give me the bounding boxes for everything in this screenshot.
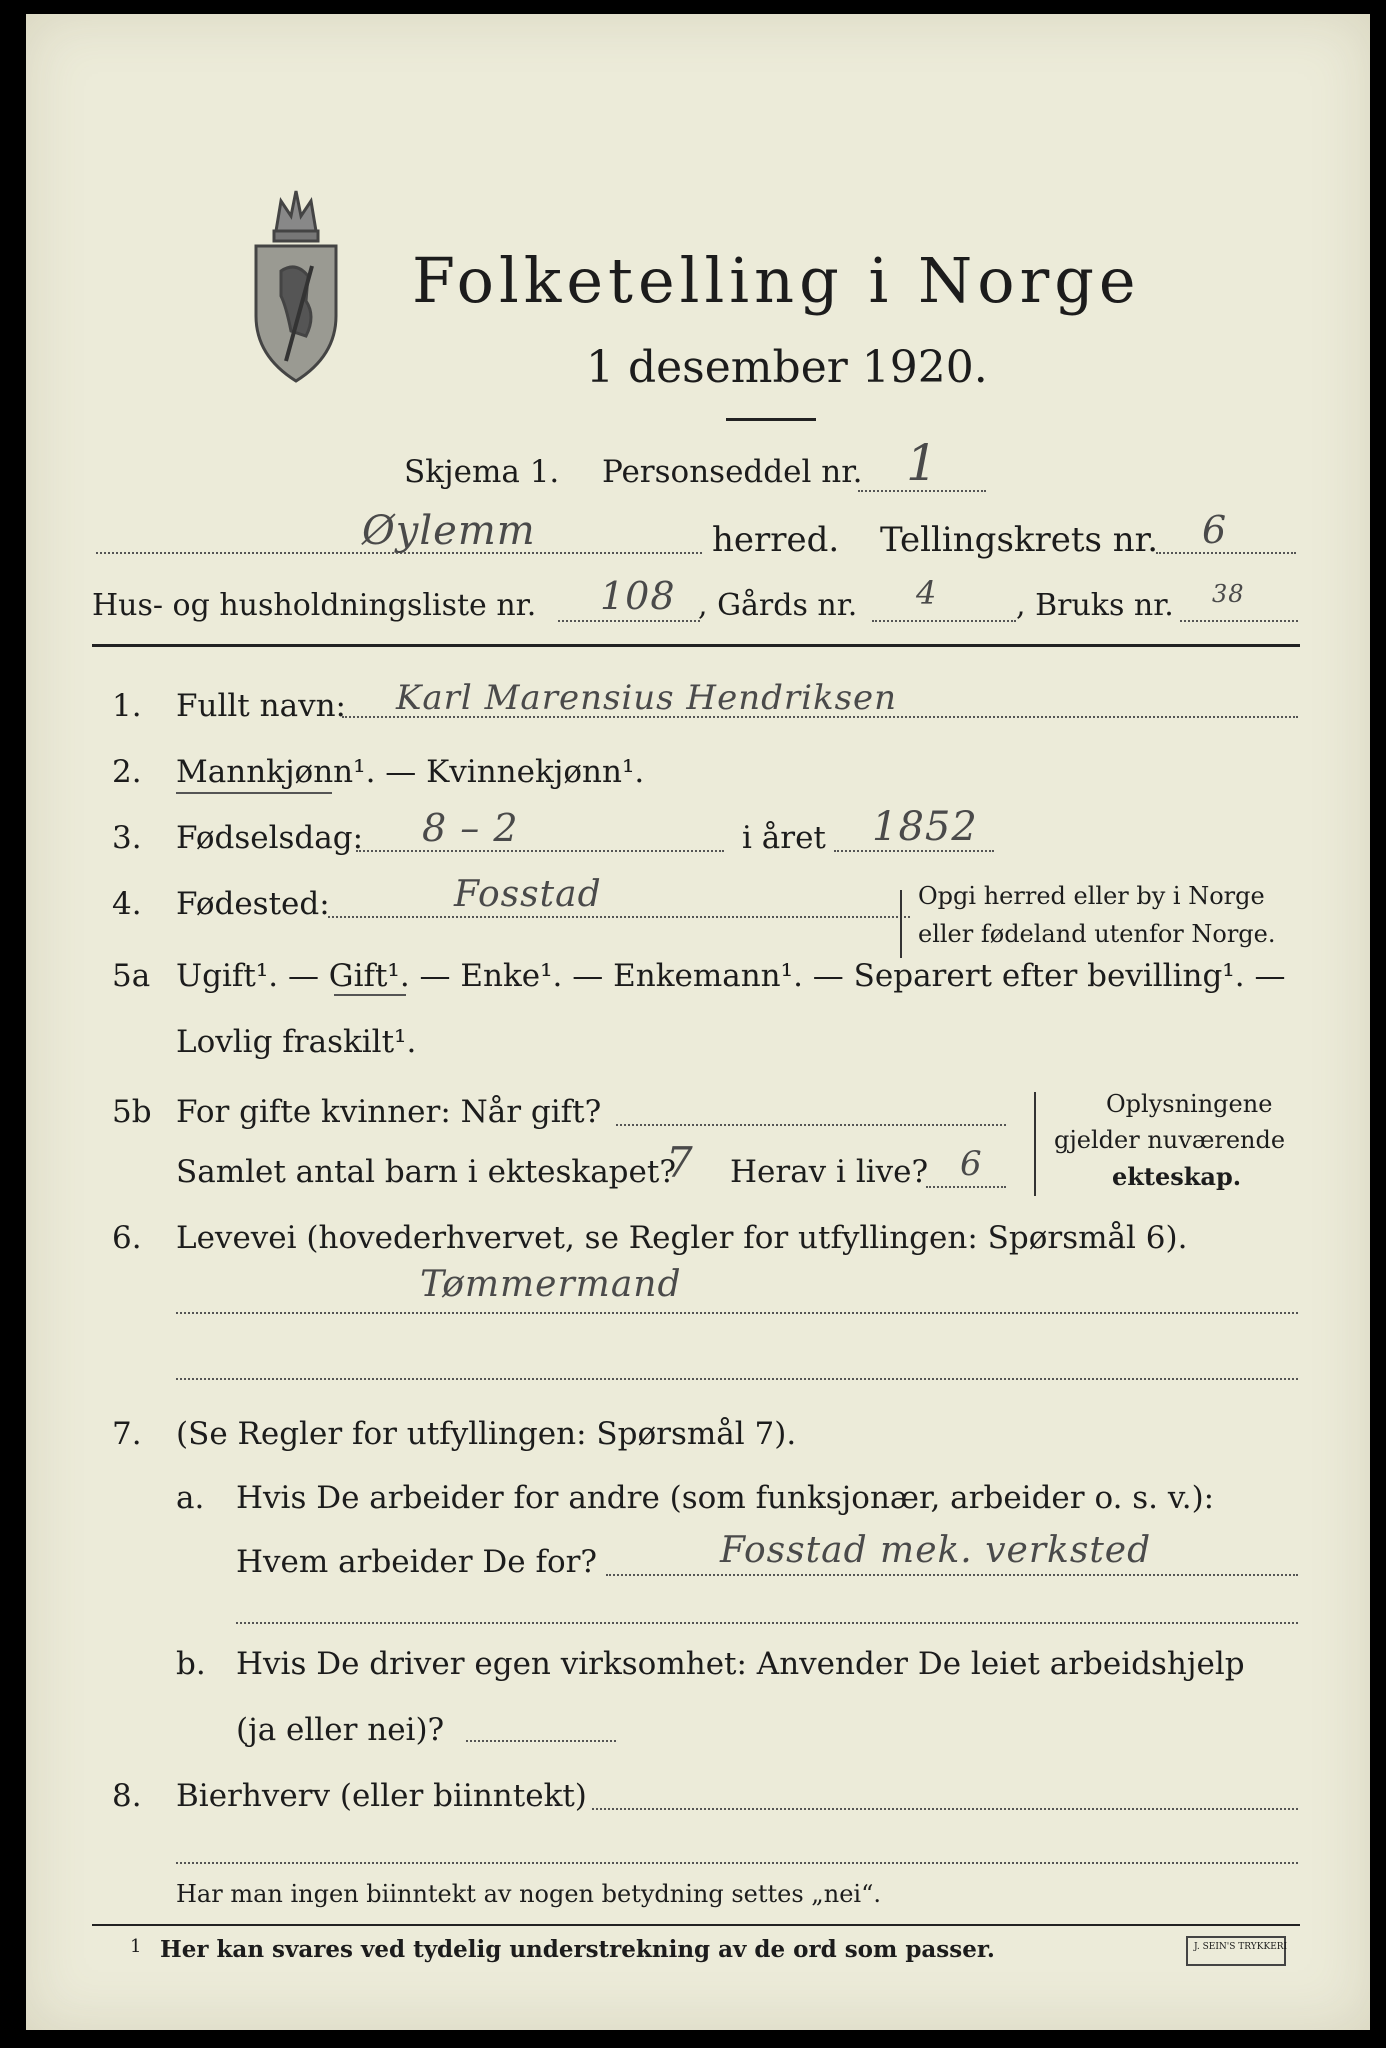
biinntekt-note: Har man ingen biinntekt av nogen betydning settes „nei“. bbox=[176, 1880, 881, 1908]
q4-label: Fødested: bbox=[176, 886, 330, 922]
bruks-value: 38 bbox=[1212, 580, 1245, 608]
tellingskrets-value: 6 bbox=[1202, 508, 1228, 552]
q5b-live-value: 6 bbox=[960, 1144, 983, 1184]
personseddel-label: Personseddel nr. bbox=[602, 454, 863, 490]
q4-number: 4. bbox=[112, 886, 142, 922]
q5b-label-1: For gifte kvinner: Når gift? bbox=[176, 1094, 602, 1130]
q7a-line-2: Hvem arbeider De for? bbox=[236, 1544, 598, 1580]
q5b-note-2: gjelder nuværende bbox=[1054, 1126, 1286, 1154]
q7b-line-1: Hvis De driver egen virksomhet: Anvender De leiet arbeidshjelp bbox=[236, 1646, 1245, 1682]
q7a-line-1: Hvis De arbeider for andre (som funksjonær, arbeider o. s. v.): bbox=[236, 1480, 1215, 1516]
form-title: Folketelling i Norge bbox=[412, 244, 1141, 317]
census-form bbox=[26, 14, 1370, 2030]
q7a-value: Fosstad mek. verksted bbox=[720, 1530, 1152, 1571]
tellingskrets-label: Tellingskrets nr. bbox=[880, 520, 1159, 560]
q6-field-line-1[interactable] bbox=[176, 1312, 1298, 1314]
q7-label: (Se Regler for utfyllingen: Spørsmål 7). bbox=[176, 1416, 797, 1452]
q7a-field-line[interactable] bbox=[606, 1574, 1298, 1576]
q5a-gift-underline bbox=[334, 994, 406, 996]
q5b-live-field-line[interactable] bbox=[926, 1186, 1006, 1188]
q5b-label-2: Samlet antal barn i ekteskapet? bbox=[176, 1154, 676, 1190]
q3-year-field-line[interactable] bbox=[834, 850, 994, 852]
q7a-field-line-2[interactable] bbox=[236, 1622, 1298, 1624]
q3-number: 3. bbox=[112, 820, 142, 856]
q1-number: 1. bbox=[112, 688, 142, 724]
q7a-number: a. bbox=[176, 1480, 205, 1516]
q5b-married-field-line[interactable] bbox=[616, 1124, 1006, 1126]
q7b-field-line[interactable] bbox=[466, 1740, 616, 1742]
gards-value: 4 bbox=[916, 574, 938, 612]
bruks-field-line[interactable] bbox=[1180, 620, 1298, 622]
q7-number: 7. bbox=[112, 1416, 142, 1452]
q8-field-line-2[interactable] bbox=[176, 1862, 1298, 1864]
q3-date-value: 8 – 2 bbox=[422, 806, 519, 850]
q6-value: Tømmermand bbox=[420, 1264, 682, 1305]
schema-label: Skjema 1. bbox=[404, 454, 560, 490]
q1-label: Fullt navn: bbox=[176, 688, 346, 724]
q5b-barn-value: 7 bbox=[666, 1138, 694, 1187]
q2-label: Mannkjønn¹. — Kvinnekjønn¹. bbox=[176, 754, 645, 790]
q5a-line-2: Lovlig fraskilt¹. bbox=[176, 1024, 417, 1060]
header-divider bbox=[92, 644, 1300, 647]
tellingskrets-field-line[interactable] bbox=[1156, 552, 1296, 554]
title-divider bbox=[726, 418, 816, 421]
q3-label: Fødselsdag: bbox=[176, 820, 364, 856]
footnote-mark: 1 bbox=[130, 1936, 142, 1957]
q4-note-2: eller fødeland utenfor Norge. bbox=[918, 920, 1276, 948]
q5a-line-1: Ugift¹. — Gift¹. — Enke¹. — Enkemann¹. — Separert efter bevilling¹. — bbox=[176, 958, 1286, 994]
gards-field-line[interactable] bbox=[872, 620, 1016, 622]
q3-year-label: i året bbox=[742, 820, 826, 856]
hus-field-line[interactable] bbox=[558, 620, 700, 622]
q5b-brace bbox=[1034, 1092, 1036, 1196]
q5b-live-label: Herav i live? bbox=[730, 1154, 929, 1190]
form-date: 1 desember 1920. bbox=[586, 342, 988, 393]
q8-field-line[interactable] bbox=[592, 1808, 1298, 1810]
gards-label: , Gårds nr. bbox=[698, 588, 858, 623]
q1-value: Karl Marensius Hendriksen bbox=[396, 678, 898, 718]
hus-value: 108 bbox=[600, 574, 676, 618]
q6-number: 6. bbox=[112, 1220, 142, 1256]
personseddel-value: 1 bbox=[906, 434, 939, 492]
hus-label: Hus- og husholdningsliste nr. bbox=[92, 588, 537, 623]
footnote-text: Her kan svares ved tydelig understrekning av de ord som passer. bbox=[160, 1936, 995, 1963]
q4-value: Fosstad bbox=[454, 874, 602, 915]
q6-field-line-2[interactable] bbox=[176, 1378, 1298, 1380]
q8-number: 8. bbox=[112, 1778, 142, 1814]
printer-stamp bbox=[1186, 1936, 1286, 1966]
herred-label: herred. bbox=[712, 520, 840, 560]
q2-mannkjonn-underline bbox=[176, 792, 332, 794]
q4-brace bbox=[900, 890, 902, 958]
bruks-label: , Bruks nr. bbox=[1016, 588, 1174, 623]
norway-coat-of-arms-icon bbox=[246, 176, 346, 386]
q3-date-field-line[interactable] bbox=[356, 850, 724, 852]
q5b-note-3: ekteskap. bbox=[1112, 1162, 1242, 1191]
printer-stamp-text: J. SEIN'S TRYKKERI bbox=[1194, 1942, 1288, 1952]
q5b-number: 5b bbox=[112, 1094, 152, 1130]
q6-label: Levevei (hovederhvervet, se Regler for utfyllingen: Spørsmål 6). bbox=[176, 1220, 1188, 1256]
q5a-number: 5a bbox=[112, 958, 151, 994]
q7b-line-2: (ja eller nei)? bbox=[236, 1712, 445, 1748]
q2-number: 2. bbox=[112, 754, 142, 790]
herred-value: Øylemm bbox=[362, 508, 536, 554]
q4-field-line[interactable] bbox=[328, 916, 910, 918]
q8-label: Bierhverv (eller biinntekt) bbox=[176, 1778, 587, 1814]
footer-divider bbox=[92, 1924, 1300, 1926]
q7b-number: b. bbox=[176, 1646, 206, 1682]
q4-note-1: Opgi herred eller by i Norge bbox=[918, 882, 1265, 910]
q3-year-value: 1852 bbox=[872, 804, 978, 850]
q5b-note-1: Oplysningene bbox=[1106, 1090, 1273, 1118]
